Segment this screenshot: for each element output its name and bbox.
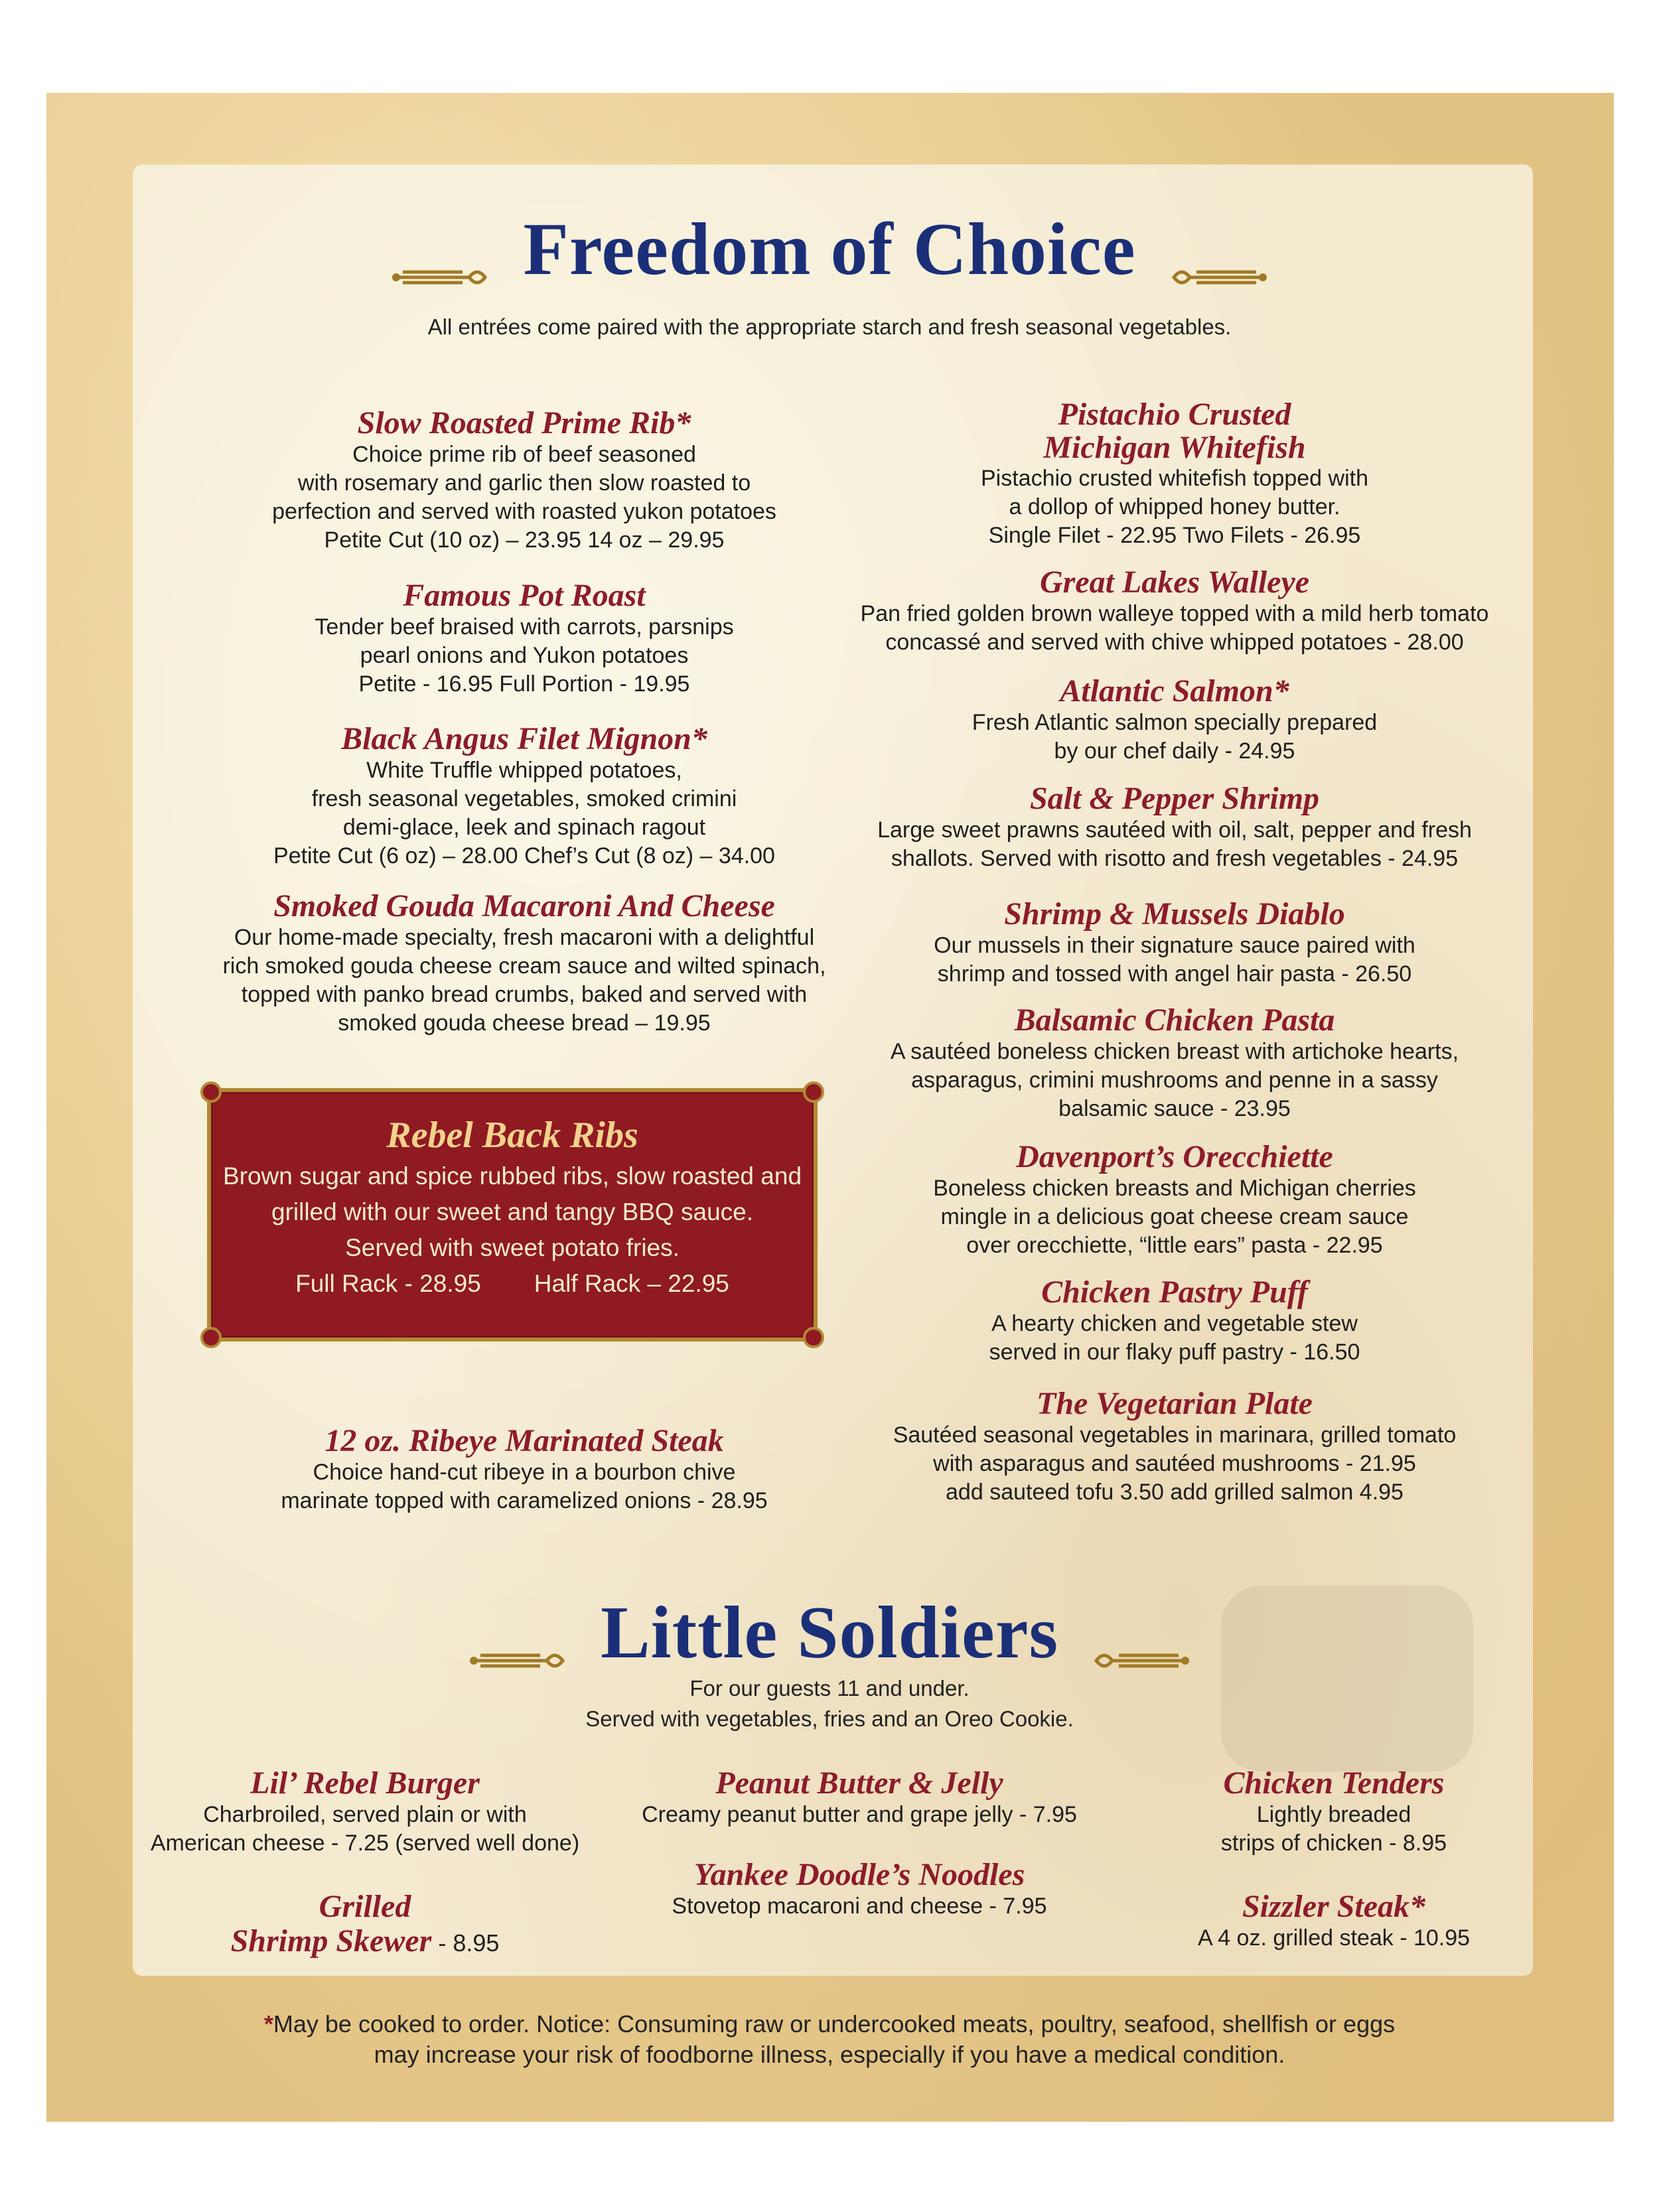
item-price: A 4 oz. grilled steak - 10.95 (1197, 1925, 1471, 1951)
item-name: Balsamic Chicken Pasta (1014, 1002, 1335, 1038)
item-desc: A hearty chicken and vegetable stew (991, 1311, 1358, 1336)
kids-item-tenders (1128, 1766, 1540, 1858)
item-price: American cheese - 7.25 (served well done) (150, 1831, 580, 1856)
kids-title (0, 1582, 1659, 1676)
flourish-right-icon (1092, 1613, 1192, 1653)
title-text: Freedom of Choice (523, 208, 1136, 291)
menu-item-pot-roast (179, 579, 869, 699)
kids-item-noodles (604, 1858, 1115, 1921)
item-price: with asparagus and sautéed mushrooms - 21.95 (933, 1451, 1416, 1476)
item-name-line2: Michigan Whitefish (1043, 430, 1306, 465)
item-desc: Tender beef braised with carrots, parsnips (315, 614, 734, 640)
featured-ribs-box (207, 1088, 818, 1342)
corner-ornament-icon (200, 1327, 222, 1348)
flourish-right-icon (1170, 230, 1269, 269)
item-price: Creamy peanut butter and grape jelly - 7.95 (642, 1802, 1077, 1827)
flourish-left-icon (467, 1613, 567, 1653)
item-name: Peanut Butter & Jelly (715, 1765, 1003, 1801)
item-desc: Choice prime rib of beef seasoned (352, 442, 696, 467)
item-name: Famous Pot Roast (403, 578, 646, 613)
item-name: Grilled (319, 1889, 411, 1924)
menu-item-filet-mignon (179, 722, 869, 870)
item-name: Great Lakes Walleye (1039, 565, 1310, 600)
menu-item-salmon (823, 674, 1526, 766)
item-desc: perfection and served with roasted yukon potatoes (272, 499, 776, 524)
ribs-desc: Served with sweet potato fries. (345, 1234, 680, 1261)
item-desc: fresh seasonal vegetables, smoked crimini (311, 786, 737, 811)
notice-line (0, 2009, 1659, 2039)
item-desc: Our home-made specialty, fresh macaroni with a delightful (234, 925, 815, 950)
item-name: Salt & Pepper Shrimp (1029, 781, 1320, 816)
item-desc: a dollop of whipped honey butter. (1009, 494, 1340, 519)
item-name-text: Shrimp Skewer (230, 1923, 432, 1959)
menu-item-prime-rib (179, 406, 869, 555)
item-addons: add sauteed tofu 3.50 add grilled salmon 4.95 (946, 1480, 1404, 1505)
menu-item-shrimp (823, 782, 1526, 873)
ribs-full-price: Full Rack - 28.95 (295, 1270, 481, 1297)
item-name: Pistachio Crusted (1058, 397, 1291, 432)
item-desc: Sautéed seasonal vegetables in marinara, grilled tomato (893, 1422, 1457, 1448)
item-desc: Our mussels in their signature sauce paired with (934, 933, 1415, 958)
menu-item-whitefish (823, 398, 1526, 550)
item-price: Stovetop macaroni and cheese - 7.95 (672, 1894, 1047, 1919)
item-name: Sizzler Steak* (1242, 1889, 1426, 1924)
item-desc: Pistachio crusted whitefish topped with (981, 466, 1368, 491)
item-name: Yankee Doodle’s Noodles (693, 1857, 1025, 1892)
item-desc: White Truffle whipped potatoes, (366, 758, 682, 783)
notice-text: May be cooked to order. Notice: Consuming raw or undercooked meats, poultry, seafood, shellfish or eggs (273, 2010, 1396, 2038)
item-price: Petite Cut (10 oz) – 23.95 14 oz – 29.95 (324, 527, 725, 553)
item-desc: mingle in a delicious goat cheese cream sauce (940, 1204, 1409, 1229)
item-desc: demi-glace, leek and spinach ragout (342, 815, 706, 840)
kids-intro-line: Served with vegetables, fries and an Oreo Cookie. (585, 1706, 1074, 1731)
corner-ornament-icon (200, 1081, 222, 1103)
item-desc: asparagus, crimini mushrooms and penne in a sassy (911, 1068, 1438, 1093)
kids-intro (0, 1673, 1659, 1734)
item-price: Petite - 16.95 Full Portion - 19.95 (358, 671, 690, 697)
kids-item-burger (119, 1766, 611, 1858)
item-price: shallots. Served with risotto and fresh vegetables - 24.95 (891, 846, 1459, 871)
notice-line: may increase your risk of foodborne illness, especially if you have a medical condition. (374, 2041, 1285, 2068)
item-desc: rich smoked gouda cheese cream sauce and wilted spinach, (222, 953, 826, 979)
menu-item-ribeye (179, 1424, 869, 1515)
ribs-desc: Brown sugar and spice rubbed ribs, slow roasted and (222, 1162, 802, 1190)
item-price: concassé and served with chive whipped potatoes - 28.00 (885, 630, 1464, 655)
item-name: Atlantic Salmon* (1060, 673, 1289, 709)
kids-item-pbj (604, 1766, 1115, 1829)
item-price: - 8.95 (431, 1929, 500, 1957)
entree-intro: All entrées come paired with the appropriate starch and fresh seasonal vegetables. (427, 314, 1232, 339)
item-price: served in our flaky puff pastry - 16.50 (989, 1340, 1360, 1365)
ribs-prices (211, 1266, 814, 1302)
kids-title-text: Little Soldiers (600, 1592, 1059, 1675)
item-price: Single Filet - 22.95 Two Filets - 26.95 (988, 523, 1361, 548)
item-name: Smoked Gouda Macaroni And Cheese (273, 888, 775, 924)
item-name-line2 (119, 1924, 611, 1961)
menu-item-mussels (823, 897, 1526, 989)
item-desc: Fresh Atlantic salmon specially prepared (972, 710, 1378, 735)
flourish-left-icon (390, 230, 489, 269)
item-name: 12 oz. Ribeye Marinated Steak (325, 1423, 724, 1458)
item-desc: pearl onions and Yukon potatoes (360, 643, 689, 668)
item-price: balsamic sauce - 23.95 (1058, 1096, 1291, 1121)
page-title (0, 199, 1659, 293)
item-desc: A sautéed boneless chicken breast with artichoke hearts, (890, 1039, 1459, 1064)
health-notice (0, 2009, 1659, 2070)
item-desc: Lightly breaded (1256, 1802, 1411, 1827)
menu-item-orecchiette (823, 1140, 1526, 1260)
item-name: The Vegetarian Plate (1037, 1386, 1313, 1421)
kids-intro-line: For our guests 11 and under. (689, 1676, 970, 1700)
item-name: Chicken Pastry Puff (1041, 1275, 1308, 1310)
item-desc: Pan fried golden brown walleye topped with a mild herb tomato (860, 601, 1489, 626)
corner-ornament-icon (803, 1081, 824, 1103)
item-name: Lil’ Rebel Burger (250, 1765, 480, 1801)
ribs-desc: grilled with our sweet and tangy BBQ sauce. (271, 1198, 753, 1225)
menu-item-chicken-pasta (823, 1003, 1526, 1123)
item-price: marinate topped with caramelized onions - 28.95 (281, 1488, 768, 1513)
kids-item-shrimp-skewer (119, 1890, 611, 1961)
item-name: Shrimp & Mussels Diablo (1004, 896, 1345, 932)
item-desc: Large sweet prawns sautéed with oil, salt, pepper and fresh (877, 817, 1472, 843)
menu-item-mac-cheese (179, 889, 869, 1038)
item-price: over orecchiette, “little ears” pasta - 22.95 (966, 1233, 1383, 1258)
kids-item-steak (1128, 1890, 1540, 1953)
item-name: Slow Roasted Prime Rib* (357, 405, 691, 441)
item-price: smoked gouda cheese bread – 19.95 (338, 1010, 711, 1036)
item-price: Petite Cut (6 oz) – 28.00 Chef’s Cut (8 oz) – 34.00 (273, 843, 775, 868)
menu-item-walleye (823, 565, 1526, 657)
item-price: shrimp and tossed with angel hair pasta - 26.50 (937, 961, 1412, 987)
item-name: Black Angus Filet Mignon* (341, 721, 707, 756)
item-price: by our chef daily - 24.95 (1054, 738, 1295, 764)
menu-item-pastry-puff (823, 1275, 1526, 1367)
item-desc: Choice hand-cut ribeye in a bourbon chive (313, 1460, 736, 1485)
item-price: strips of chicken - 8.95 (1220, 1831, 1447, 1856)
item-name: Chicken Tenders (1223, 1765, 1445, 1801)
ribs-half-price: Half Rack – 22.95 (534, 1270, 729, 1297)
menu-item-vegetarian (823, 1387, 1526, 1507)
item-desc: topped with panko bread crumbs, baked and served with (241, 982, 808, 1007)
item-desc: with rosemary and garlic then slow roasted to (297, 470, 751, 496)
asterisk: * (263, 2010, 273, 2038)
ribs-name: Rebel Back Ribs (386, 1115, 638, 1156)
item-desc: Charbroiled, served plain or with (203, 1802, 527, 1827)
item-name: Davenport’s Orecchiette (1016, 1139, 1333, 1174)
item-desc: Boneless chicken breasts and Michigan cherries (933, 1176, 1416, 1201)
corner-ornament-icon (803, 1327, 824, 1348)
